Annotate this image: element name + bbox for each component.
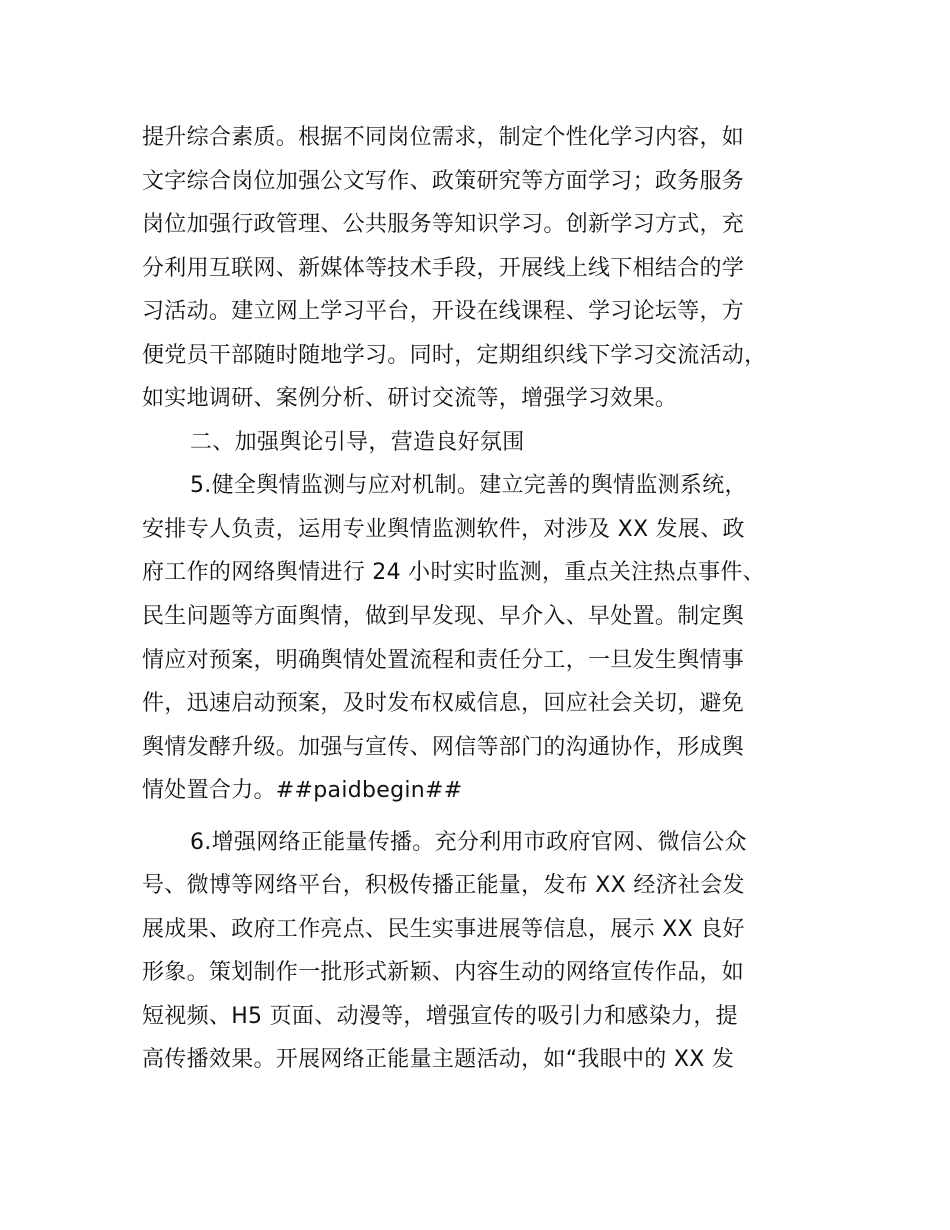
text-line: 情处置合力。##paidbegin## xyxy=(142,778,463,804)
text-line: 舆情发酵升级。加强与宣传、网信等部门的沟通协作，形成舆 xyxy=(142,734,745,760)
text-line: 高传播效果。开展网络正能量主题活动，如“我眼中的 XX 发 xyxy=(142,1047,735,1073)
text-line: 民生问题等方面舆情，做到早发现、早介入、早处置。制定舆 xyxy=(142,604,745,630)
text-line: 短视频、H5 页面、动漫等，增强宣传的吸引力和感染力，提 xyxy=(142,1003,738,1029)
paragraph-study-methods xyxy=(142,116,842,421)
text-line: 形象。策划制作一批形式新颖、内容生动的网络宣传作品，如 xyxy=(142,960,745,986)
text-line: 府工作的网络舆情进行 24 小时实时监测，重点关注热点事件、 xyxy=(142,560,765,586)
paragraph-gap xyxy=(142,813,842,821)
text-line: 习活动。建立网上学习平台，开设在线课程、学习论坛等，方 xyxy=(142,299,745,325)
text-line: 件，迅速启动预案，及时发布权威信息，回应社会关切，避免 xyxy=(142,691,745,717)
paragraph-positive-energy xyxy=(142,821,842,1082)
document-body xyxy=(142,116,842,1082)
text-line: 展成果、政府工作亮点、民生实事进展等信息，展示 XX 良好 xyxy=(142,916,745,942)
text-line: 提升综合素质。根据不同岗位需求，制定个性化学习内容，如 xyxy=(142,125,745,150)
text-line: 安排专人负责，运用专业舆情监测软件，对涉及 XX 发展、政 xyxy=(142,516,745,542)
paragraph-public-opinion-monitoring xyxy=(142,464,842,812)
section-heading: 二、加强舆论引导，营造良好氛围 xyxy=(190,429,525,455)
text-line: 情应对预案，明确舆情处置流程和责任分工，一旦发生舆情事 xyxy=(142,647,745,673)
text-line: 6.增强网络正能量传播。充分利用市政府官网、微信公众 xyxy=(190,829,747,855)
text-line: 如实地调研、案例分析、研讨交流等，增强学习效果。 xyxy=(142,386,678,412)
text-line: 分利用互联网、新媒体等技术手段，开展线上线下相结合的学 xyxy=(142,255,745,281)
text-line: 5.健全舆情监测与应对机制。建立完善的舆情监测系统， xyxy=(190,473,747,499)
text-line: 岗位加强行政管理、公共服务等知识学习。创新学习方式，充 xyxy=(142,212,745,238)
text-line: 号、微博等网络平台，积极传播正能量，发布 XX 经济社会发 xyxy=(142,873,745,899)
text-line: 文字综合岗位加强公文写作、政策研究等方面学习；政务服务 xyxy=(142,168,745,194)
text-line: 便党员干部随时随地学习。同时，定期组织线下学习交流活动， xyxy=(142,342,767,368)
